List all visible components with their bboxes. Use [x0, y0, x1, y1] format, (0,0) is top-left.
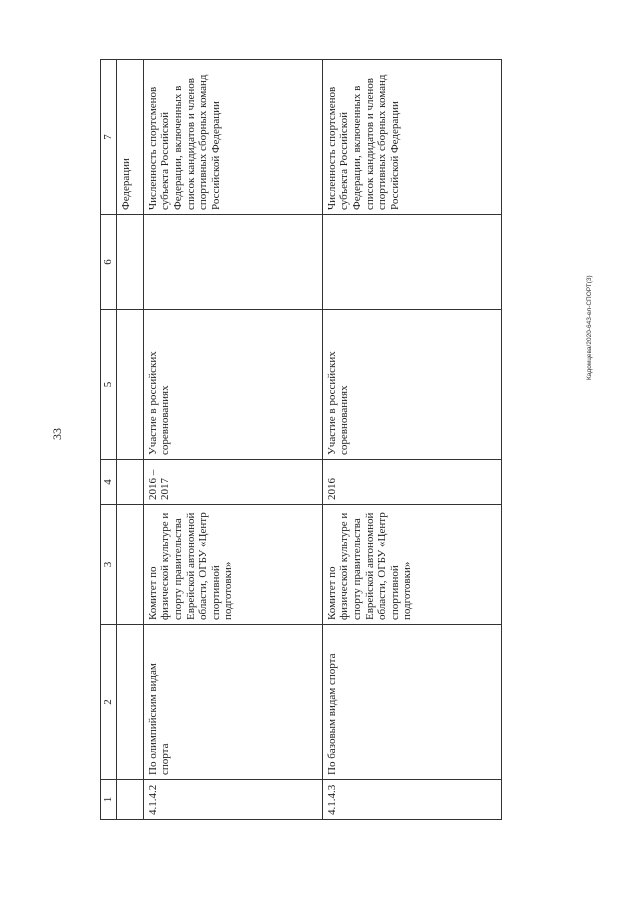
header-cell-7: 7 [101, 60, 117, 215]
header-cell-1: 1 [101, 780, 117, 820]
table-cell [116, 310, 143, 460]
table-cell [116, 780, 143, 820]
header-cell-4: 4 [101, 460, 117, 505]
rotated-table-container [100, 60, 520, 820]
header-cell-2: 2 [101, 625, 117, 780]
row-indicator-cell: Численность спортсменов субъекта Российской Федерации, включенных в список кандидатов и членов спортивных сборных команд Российской Федерации [322, 60, 501, 215]
row-col6-cell [322, 215, 501, 310]
row-years-cell: 2016 [322, 460, 501, 505]
row-indicator-cell: Численность спортсменов субъекта Российской Федерации, включенных в список кандидатов и членов спортивных сборных команд Российской Федерации [143, 60, 322, 215]
table-row [322, 60, 501, 820]
header-cell-5: 5 [101, 310, 117, 460]
program-table [100, 59, 502, 820]
row-number-cell: 4.1.4.3 [322, 780, 501, 820]
document-footer-code: Кадомцева/2020-643-ел-СПОРТ(3) [586, 275, 593, 380]
table-cell [116, 625, 143, 780]
row-name-cell: По базовым видам спорта [322, 625, 501, 780]
table-cell [116, 505, 143, 625]
continuation-row [116, 60, 143, 820]
page-number: 33 [50, 428, 64, 440]
row-years-cell: 2016 – 2017 [143, 460, 322, 505]
header-cell-3: 3 [101, 505, 117, 625]
table-cell [116, 215, 143, 310]
row-col6-cell [143, 215, 322, 310]
table-cell [116, 460, 143, 505]
row-name-cell: По олимпийским видам спорта [143, 625, 322, 780]
row-content-cell: Участие в российских соревнованиях [322, 310, 501, 460]
header-row [101, 60, 117, 820]
row-number-cell: 4.1.4.2 [143, 780, 322, 820]
row-executor-cell: Комитет по физической культуре и спорту правительства Еврейской автономной области, ОГБУ «Центр спортивной подготовки» [322, 505, 501, 625]
table-row [143, 60, 322, 820]
row-content-cell: Участие в российских соревнованиях [143, 310, 322, 460]
header-cell-6: 6 [101, 215, 117, 310]
continuation-cell: Федерации [116, 60, 143, 215]
row-executor-cell: Комитет по физической культуре и спорту правительства Еврейской автономной области, ОГБУ «Центр спортивной подготовки» [143, 505, 322, 625]
